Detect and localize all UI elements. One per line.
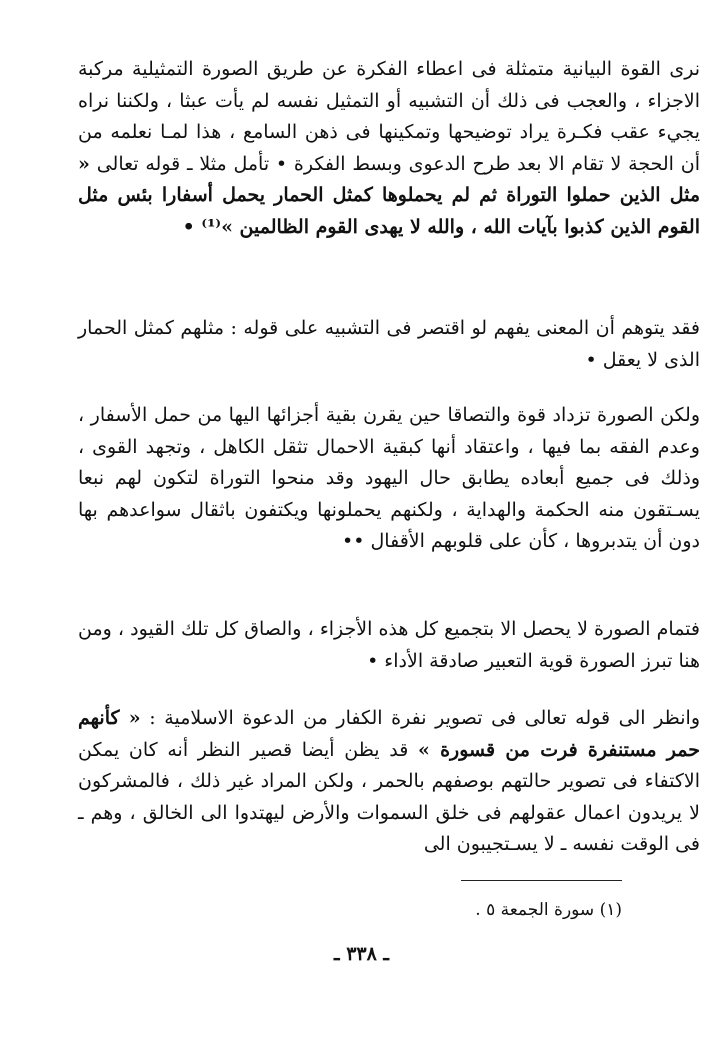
paragraph-2: فقد يتوهم أن المعنى يفهم لو اقتصر فى التشبيه على قوله : مثلهم كمثل الحمار الذى لا يعقل • (78, 317, 700, 371)
paragraph-1-text: نرى القوة البيانية متمثلة فى اعطاء الفكرة عن طريق الصورة التمثيلية مركبة الاجزاء ، والعجب فى ذلك أن التشبيه أو التمثيل نفسه لم يأت عبثا ، ولكننا نراه يجيء عقب فكـرة يراد توضيحها وتمكينها فى ذهن السامع ، هذا لمـا نعلمه من أن الحجة لا تقام الا بعد طرح الدعوى وبسط الفكرة • تأمل مثلا ـ قوله تعالى (78, 58, 700, 175)
quran-quote-1: « مثل الذين حملوا التوراة ثم لم يحملوها كمثل الحمار يحمل أسفارا بئس مثل القوم الذين كذبوا بآيات الله ، والله لا يهدى القوم الظالمين »⁽¹⁾ • (78, 152, 700, 238)
paragraph-5-text: قد يظن أيضا قصير النظر أنه كان يمكن الاكتفاء فى تصوير حالتهم بوصفهم بالحمر ، ولكن المراد غير ذلك ، فالمشركون لا يريدون اعمال عقولهم فى خلق السموات والأرض ليهتدوا الى الخالق ، وهم ـ فى الوقت نفسه ـ لا يسـتجيبون الى (78, 738, 700, 855)
footnote-divider (461, 880, 622, 881)
paragraph-5 (78, 703, 700, 861)
paragraph-1 (78, 54, 700, 243)
paragraph-5-intro: وانظر الى قوله تعالى فى تصوير نفرة الكفار من الدعوة الاسلامية : (149, 707, 701, 729)
paragraph-4: فتمام الصورة لا يحصل الا بتجميع كل هذه الأجزاء ، والصاق كل تلك القيود ، ومن هنا تبرز الصورة قوية التعبير صادقة الأداء • (78, 618, 700, 672)
page-number: ـ ٣٣٨ ـ (334, 943, 389, 965)
quran-quote-2: « كأنهم حمر مستنفرة فرت من قسورة » (78, 707, 700, 761)
footnote: (١) سورة الجمعة ٥ . (475, 900, 622, 920)
paragraph-3: ولكن الصورة تزداد قوة والتصاقا حين يقرن بقية أجزائها اليها من حمل الأسفار ، وعدم الفقه بما فيها ، واعتقاد أنها كبقية الاحمال تثقل الكاهل ، وتجهد القوى ، وذلك فى جميع أبعاده يطابق حال اليهود وقد منحوا التوراة لتكون لهم نبعا يسـتقون منه الحكمة والهداية ، ولكنهم يحملونها ويكتفون باثقال سواعدهم بها دون أن يتدبروها ، كأن على قلوبهم الأقفال •• (78, 404, 700, 552)
